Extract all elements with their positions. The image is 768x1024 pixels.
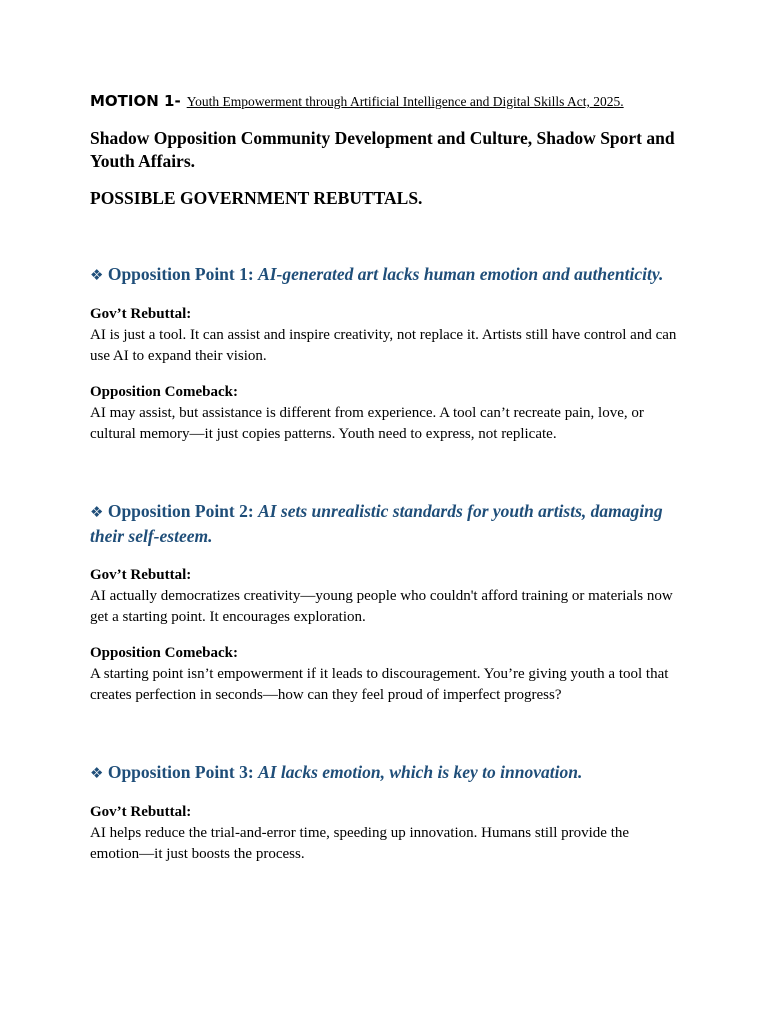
point-claim: AI sets unrealistic standards for youth artists, damaging their self-esteem. xyxy=(90,501,663,546)
opposition-point-2-heading xyxy=(90,499,680,548)
diamond-bullet-icon: ❖ xyxy=(90,266,104,284)
gov-rebuttal-1 xyxy=(90,304,680,367)
point-claim: AI-generated art lacks human emotion and authenticity. xyxy=(258,264,664,284)
opposition-point-3-heading xyxy=(90,760,680,785)
opposition-point-1-heading xyxy=(90,262,680,287)
gov-rebuttal-text: AI helps reduce the trial-and-error time, speeding up innovation. Humans still provide the emotion—it just boosts the process. xyxy=(90,825,630,862)
motion-label: MOTION 1- xyxy=(90,92,181,110)
diamond-bullet-icon: ❖ xyxy=(90,503,104,521)
gov-rebuttal-text: AI is just a tool. It can assist and inspire creativity, not replace it. Artists still have control and can use AI to expand their vision. xyxy=(90,327,677,364)
opposition-comeback-1 xyxy=(90,382,680,445)
motion-title: Youth Empowerment through Artificial Intelligence and Digital Skills Act, 2025. xyxy=(186,94,624,109)
motion-line xyxy=(90,92,624,111)
document-subtitle: Shadow Opposition Community Development and Culture, Shadow Sport and Youth Affairs. xyxy=(90,128,675,171)
opposition-comeback-label: Opposition Comeback: xyxy=(90,645,238,661)
point-label: Opposition Point 3: xyxy=(107,762,254,782)
gov-rebuttal-label: Gov’t Rebuttal: xyxy=(90,804,192,820)
gov-rebuttal-label: Gov’t Rebuttal: xyxy=(90,306,192,322)
gov-rebuttal-label: Gov’t Rebuttal: xyxy=(90,567,192,583)
point-label: Opposition Point 2: xyxy=(107,501,254,521)
section-heading: POSSIBLE GOVERNMENT REBUTTALS. xyxy=(90,188,423,208)
opposition-comeback-text: AI may assist, but assistance is different from experience. A tool can’t recreate pain, love, or cultural memory—it just copies patterns. Youth need to express, not replicate. xyxy=(90,405,644,442)
diamond-bullet-icon: ❖ xyxy=(90,764,104,782)
opposition-comeback-text: A starting point isn’t empowerment if it leads to discouragement. You’re giving youth a tool that creates perfection in seconds—how can they feel proud of imperfect progress? xyxy=(90,666,669,703)
opposition-comeback-label: Opposition Comeback: xyxy=(90,384,238,400)
opposition-comeback-2 xyxy=(90,643,680,706)
point-claim: AI lacks emotion, which is key to innovation. xyxy=(258,762,583,782)
gov-rebuttal-2 xyxy=(90,565,680,628)
gov-rebuttal-3 xyxy=(90,802,680,865)
gov-rebuttal-text: AI actually democratizes creativity—young people who couldn't afford training or materials now get a starting point. It encourages exploration. xyxy=(90,588,673,625)
point-label: Opposition Point 1: xyxy=(107,264,254,284)
